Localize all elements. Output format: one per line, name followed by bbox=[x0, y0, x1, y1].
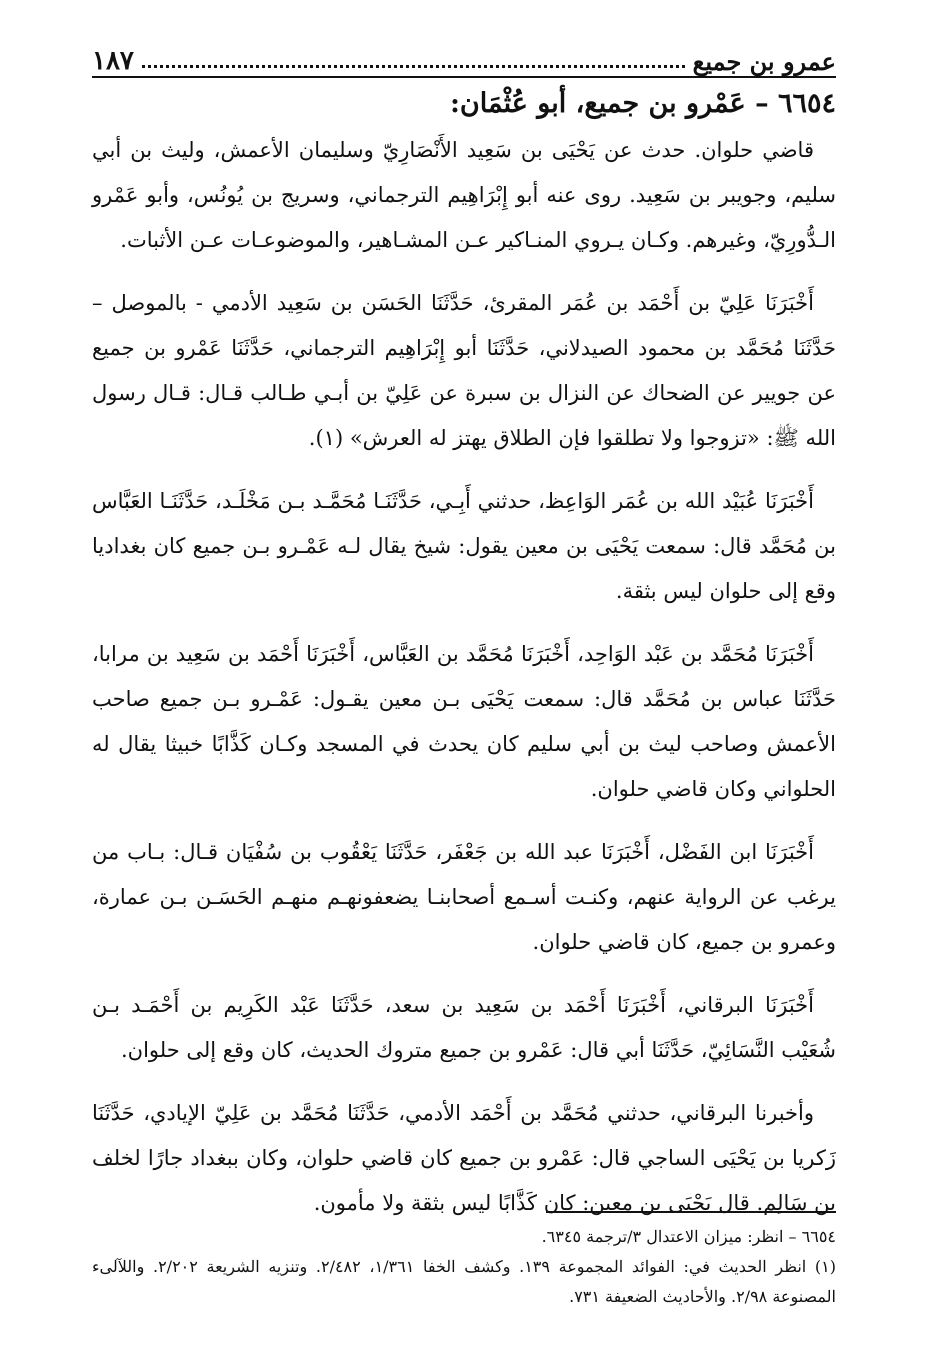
paragraph-yaqub-ibn-sufyan: أَخْبَرَنَا ابن الفَضْل، أَخْبَرَنَا عبد الله بن جَعْفَر، حَدَّثَنَا يَعْقُوب بن سُفْيَان قـال: بـاب من يرغب عن الرواية عنهم، وكنـت أسـمع أصحابنـا يضعفونهـم منهـم الحَسَـن بـن عمارة، وعمرو بن جميع، كان قاضي حلوان. bbox=[92, 840, 836, 954]
paragraph-nasai: أَخْبَرَنَا البرقاني، أَخْبَرَنَا أَحْمَد بن سَعِيد بن سعد، حَدَّثَنَا عَبْد الكَرِيم بن أَحْمَـد بـن شُعَيْب النَّسَائِيّ، حَدَّثَنَا أبي قال: عَمْرو بن جميع متروك الحديث، كان وقع إلى حلوان. bbox=[92, 993, 836, 1062]
paragraph-ibn-maeen-1: أَخْبَرَنَا عُبَيْد الله بن عُمَر الوَاعِظ، حدثني أَبِـي، حَدَّثَنَـا مُحَمَّـد بـن مَخْلَـد، حَدَّثَنَـا العَبَّاس بن مُحَمَّد قال: سمعت يَحْيَى بن معين يقول: شيخ يقال لـه عَمْـرو بـن جميع كان بغداديا وقع إلى حلوان ليس بثقة. bbox=[92, 489, 836, 603]
footnote-1: (١) انظر الحديث في: الفوائد المجموعة ١٣٩. وكشف الخفا ١/٣٦١، ٢/٤٨٢. وتنزيه الشريعة ٢/٢٠٢. واللآلىء المصنوعة ٢/٩٨. والأحاديث الضعيفة ٧٣١. bbox=[92, 1257, 837, 1306]
paragraph-ibn-maeen-2: أَخْبَرَنَا مُحَمَّد بن عَبْد الوَاحِد، أَخْبَرَنَا مُحَمَّد بن العَبَّاس، أَخْبَرَنَا أَحْمَد بن سَعِيد بن مرابا، حَدَّثَنَا عباس بن مُحَمَّد قال: سمعت يَحْيَى بـن معين يقـول: عَمْـرو بـن جميع صاحب الأعمش وصاحب ليث بن أبي سليم كان يحدث في المسجد وكـان كَذَّابًا خبيثا يقال له الحلواني وكان قاضي حلوان. bbox=[92, 642, 836, 801]
entry-heading: ٦٦٥٤ – عَمْرو بن جميع، أبو عُثْمَان: bbox=[449, 88, 836, 119]
footnotes bbox=[92, 1222, 836, 1312]
running-head-title: عمرو بن جميع bbox=[692, 47, 836, 76]
paragraph-hadith-isnad: أَخْبَرَنَا عَلِيّ بن أَحْمَد بن عُمَر المقرئ، حَدَّثَنَا الحَسَن بن سَعِيد الأدمي - بالموصل – حَدَّثَنَا مُحَمَّد بن محمود الصيدلاني، حَدَّثَنَا أبو إِبْرَاهِيم الترجماني، حَدَّثَنَا عَمْرو بن جميع عن جويير عن الضحاك عن النزال بن سبرة عن عَلِيّ بن أبـي طـالب قـال: قـال رسول الله ﷺ: «تزوجوا ولا تطلقوا فإن الطلاق يهتز له العرش» (١). bbox=[92, 291, 836, 450]
footnote-entry-reference: ٦٦٥٤ – انظر: ميزان الاعتدال ٣/ترجمة ٦٣٤٥. bbox=[541, 1227, 836, 1246]
running-head bbox=[92, 36, 836, 78]
paragraph-saji: وأخبرنا البرقاني، حدثني مُحَمَّد بن أَحْمَد الأدمي، حَدَّثَنَا مُحَمَّد بن عَلِيّ الإيادي، حَدَّثَنَا زَكريا بن يَحْيَى الساجي قال: عَمْرو بن جميع كان قاضي حلوان، وكان ببغداد جارًا لخلف بن سَالِم. قال يَحْيَى بن معين: كان كَذَّابًا ليس بثقة ولا مأمون. bbox=[92, 1101, 836, 1215]
entry-body bbox=[92, 128, 836, 1244]
page-number: ١٨٧ bbox=[92, 46, 134, 76]
running-head-leader-dots bbox=[142, 65, 685, 68]
footnote-separator bbox=[546, 1211, 836, 1213]
paragraph-biography: قاضي حلوان. حدث عن يَحْيَى بن سَعِيد الأَنْصَارِيّ وسليمان الأعمش، وليث بن أبي سليم، وجويبر بن سَعِيد. روى عنه أبو إِبْرَاهِيم الترجماني، وسريج بن يُونُس، وأبو عَمْرو الـدُّورِيّ، وغيرهم. وكـان يـروي المنـاكير عـن المشـاهير، والموضوعـات عـن الأثبات. bbox=[92, 138, 837, 252]
